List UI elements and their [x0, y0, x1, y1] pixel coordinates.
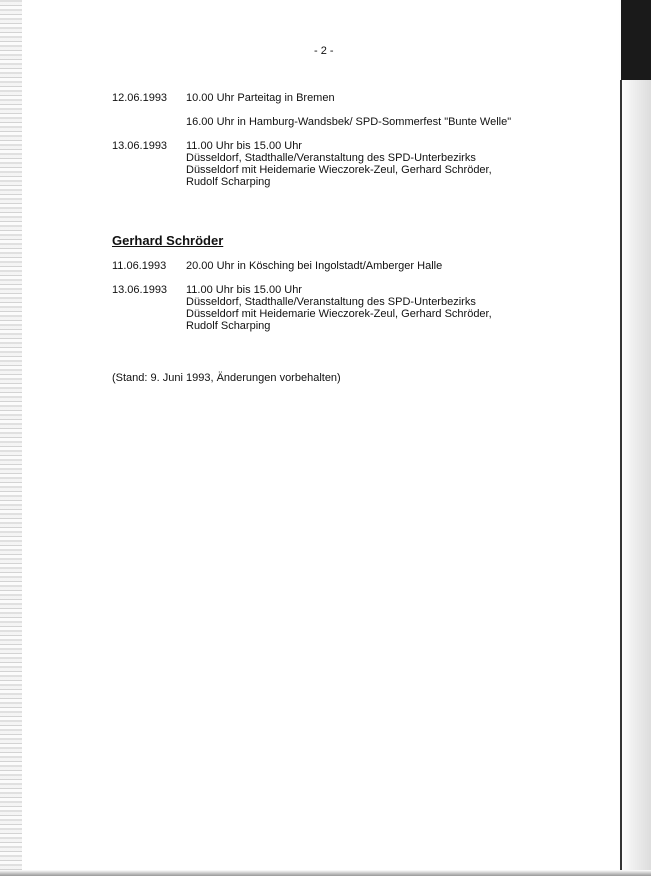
entry-text: Düsseldorf, Stadthalle/Veranstaltung des SPD-Unterbezirks — [186, 152, 476, 164]
entry-text: 11.00 Uhr bis 15.00 Uhr — [186, 284, 302, 296]
page-border — [620, 80, 622, 870]
entry-text: Rudolf Scharping — [186, 176, 271, 188]
entry-text: Rudolf Scharping — [186, 320, 271, 332]
section-heading: Gerhard Schröder — [112, 233, 224, 248]
entry-text: Düsseldorf, Stadthalle/Veranstaltung des SPD-Unterbezirks — [186, 296, 476, 308]
entry-text: Düsseldorf mit Heidemarie Wieczorek-Zeul, Gerhard Schröder, — [186, 164, 492, 176]
scan-edge-right — [619, 0, 651, 876]
entry-text: 10.00 Uhr Parteitag in Bremen — [186, 92, 335, 104]
entry-text: 16.00 Uhr in Hamburg-Wandsbek/ SPD-Sommerfest "Bunte Welle" — [186, 116, 512, 128]
entry-date: 13.06.1993 — [112, 284, 168, 296]
scan-edge-bottom — [0, 870, 651, 876]
entry-text: 11.00 Uhr bis 15.00 Uhr — [186, 140, 302, 152]
scan-edge-left — [0, 0, 22, 876]
footer-note: (Stand: 9. Juni 1993, Änderungen vorbehalten) — [112, 372, 341, 384]
page-number: - 2 - — [314, 45, 334, 57]
entry-date: 11.06.1993 — [112, 260, 167, 272]
entry-text: 20.00 Uhr in Kösching bei Ingolstadt/Amberger Halle — [186, 260, 443, 272]
scan-shadow — [621, 0, 651, 80]
entry-text: Düsseldorf mit Heidemarie Wieczorek-Zeul, Gerhard Schröder, — [186, 308, 492, 320]
entry-date: 13.06.1993 — [112, 140, 168, 152]
entry-date: 12.06.1993 — [112, 92, 168, 104]
